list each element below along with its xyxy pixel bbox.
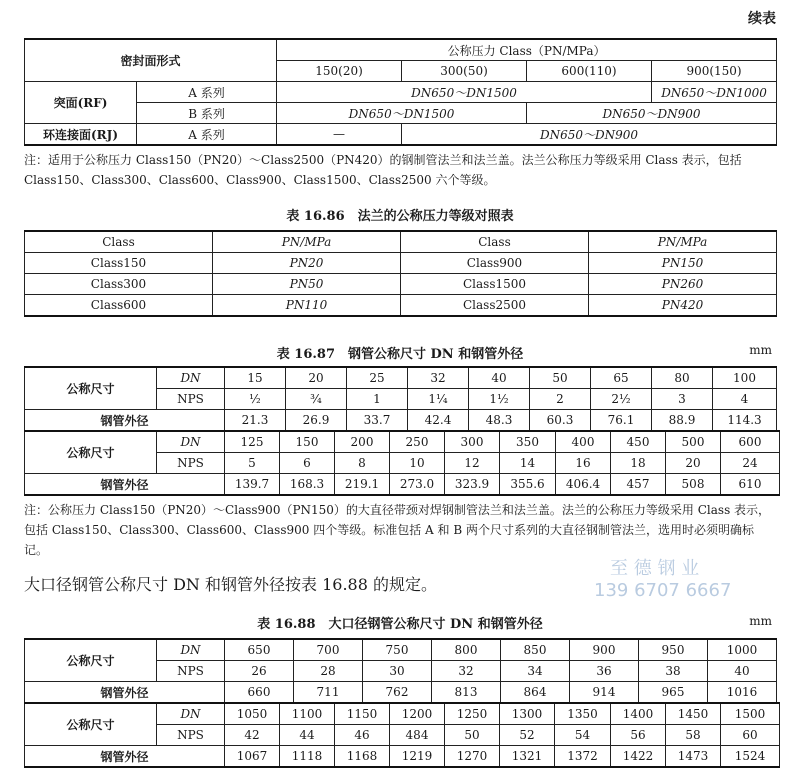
table-cell: Class900 [401,253,589,274]
table-cell: Class2500 [401,295,589,317]
od-cell: 60.3 [530,410,591,432]
nps-cell: 12 [445,453,500,474]
dn-cell: 150 [280,431,335,453]
size-label: 公称尺寸 [25,639,157,682]
range-cell: DN650～DN900 [402,124,777,146]
od-cell: 1270 [445,746,500,768]
od-cell: 813 [432,682,501,704]
od-cell: 33.7 [347,410,408,432]
table-87-block-1 [24,366,777,432]
od-cell: 1321 [500,746,555,768]
table-86-caption: 表 16.86 法兰的公称压力等级对照表 [286,209,514,224]
header-cell: PN/MPa [213,231,401,253]
od-cell: 864 [501,682,570,704]
table-87-caption: 表 16.87 钢管公称尺寸 DN 和钢管外径 [276,347,524,362]
od-cell: 323.9 [445,474,500,496]
nps-cell: 2 [530,389,591,410]
header-cell: PN/MPa [589,231,777,253]
dn-cell: 25 [347,367,408,389]
nps-cell: 28 [294,661,363,682]
table-87-unit: mm [749,343,772,357]
dn-label: DN [157,431,225,453]
nps-cell: 40 [708,661,777,682]
range-cell: — [277,124,402,146]
pressure-cell: 900(150) [652,61,777,82]
od-cell: 76.1 [591,410,652,432]
od-cell: 1016 [708,682,777,704]
watermark-phone: 139 6707 6667 [594,580,732,601]
nps-cell: 24 [721,453,780,474]
dn-label: DN [157,703,225,725]
nps-cell: 18 [611,453,666,474]
dn-cell: 1450 [666,703,721,725]
od-cell: 26.9 [286,410,347,432]
nps-cell: 8 [335,453,390,474]
dn-cell: 1150 [335,703,390,725]
nps-cell: 26 [225,661,294,682]
table-cell: PN110 [213,295,401,317]
od-cell: 1524 [721,746,780,768]
dn-cell: 1250 [445,703,500,725]
nps-cell: 484 [390,725,445,746]
table-cell: PN150 [589,253,777,274]
dn-cell: 900 [570,639,639,661]
od-cell: 273.0 [390,474,445,496]
dn-label: DN [157,639,225,661]
od-cell: 965 [639,682,708,704]
dn-cell: 300 [445,431,500,453]
dn-cell: 15 [225,367,286,389]
dn-cell: 500 [666,431,721,453]
nps-cell: 36 [570,661,639,682]
watermark-company: 至 德 钢 业 [610,558,700,579]
dn-cell: 80 [652,367,713,389]
table-88-caption: 表 16.88 大口径钢管公称尺寸 DN 和钢管外径 [257,617,543,632]
pressure-cell: 300(50) [402,61,527,82]
table-cell: PN260 [589,274,777,295]
nps-label: NPS [157,725,225,746]
nps-cell: ½ [225,389,286,410]
dn-cell: 1100 [280,703,335,725]
od-label: 钢管外径 [25,746,225,768]
nps-cell: 1½ [469,389,530,410]
nps-label: NPS [157,453,225,474]
od-cell: 762 [363,682,432,704]
series-label: A 系列 [137,124,277,146]
table-cell: Class1500 [401,274,589,295]
nps-cell: 34 [501,661,570,682]
dn-cell: 400 [556,431,611,453]
rf-label: 突面(RF) [25,82,137,124]
table-87-block-2 [24,430,780,496]
header-cell: Class [401,231,589,253]
table-88-block-1 [24,638,777,704]
pressure-cell: 150(20) [277,61,402,82]
od-label: 钢管外径 [25,682,225,704]
od-cell: 42.4 [408,410,469,432]
dn-cell: 32 [408,367,469,389]
od-cell: 610 [721,474,780,496]
nps-cell: 58 [666,725,721,746]
range-cell: DN650～DN900 [527,103,777,124]
dn-cell: 65 [591,367,652,389]
table-cell: PN20 [213,253,401,274]
dn-cell: 1400 [611,703,666,725]
table-86 [24,230,777,317]
pressure-cell: 600(110) [527,61,652,82]
od-cell: 48.3 [469,410,530,432]
size-label: 公称尺寸 [25,367,157,410]
dn-label: DN [157,367,225,389]
nps-cell: 1¼ [408,389,469,410]
od-cell: 660 [225,682,294,704]
dn-cell: 750 [363,639,432,661]
nps-cell: 4 [713,389,777,410]
note-1: 注：适用于公称压力 Class150（PN20）～Class2500（PN420）的钢制管法兰和法兰盖。法兰公称压力等级采用 Class 表示，包括 Class150、Class300、Class600、Class900、Class1500、Class2500 六个等级。 [24,153,742,187]
od-cell: 1219 [390,746,445,768]
dn-cell: 950 [639,639,708,661]
nps-cell: 44 [280,725,335,746]
nps-cell: ¾ [286,389,347,410]
nps-cell: 6 [280,453,335,474]
nps-cell: 32 [432,661,501,682]
body-sentence: 大口径钢管公称尺寸 DN 和钢管外径按表 16.88 的规定。 [24,575,437,594]
od-cell: 219.1 [335,474,390,496]
nps-cell: 46 [335,725,390,746]
table-cell: PN420 [589,295,777,317]
nps-cell: 42 [225,725,280,746]
nps-cell: 20 [666,453,721,474]
dn-cell: 40 [469,367,530,389]
nps-cell: 30 [363,661,432,682]
od-label: 钢管外径 [25,410,225,432]
range-cell: DN650～DN1500 [277,82,652,103]
nps-cell: 52 [500,725,555,746]
series-label: A 系列 [137,82,277,103]
dn-cell: 600 [721,431,780,453]
nps-cell: 14 [500,453,556,474]
od-cell: 355.6 [500,474,556,496]
nps-cell: 38 [639,661,708,682]
od-cell: 711 [294,682,363,704]
nps-cell: 2½ [591,389,652,410]
range-cell: DN650～DN1000 [652,82,777,103]
dn-cell: 50 [530,367,591,389]
nps-label: NPS [157,389,225,410]
series-label: B 系列 [137,103,277,124]
dn-cell: 1300 [500,703,555,725]
dn-cell: 450 [611,431,666,453]
size-label: 公称尺寸 [25,703,157,746]
nps-cell: 5 [225,453,280,474]
od-cell: 1422 [611,746,666,768]
dn-cell: 1500 [721,703,780,725]
table-cell: Class150 [25,253,213,274]
od-cell: 1473 [666,746,721,768]
nps-cell: 1 [347,389,408,410]
table-88-unit: mm [749,614,772,628]
od-cell: 139.7 [225,474,280,496]
od-cell: 1372 [555,746,611,768]
range-cell: DN650～DN1500 [277,103,527,124]
dn-cell: 1050 [225,703,280,725]
table-88-block-2 [24,702,780,768]
od-cell: 21.3 [225,410,286,432]
dn-cell: 850 [501,639,570,661]
od-cell: 1067 [225,746,280,768]
nps-cell: 16 [556,453,611,474]
pressure-header: 公称压力 Class（PN/MPa） [277,39,777,61]
continued-label: 续表 [748,11,776,27]
od-cell: 1168 [335,746,390,768]
nps-cell: 56 [611,725,666,746]
dn-cell: 100 [713,367,777,389]
dn-cell: 200 [335,431,390,453]
od-cell: 114.3 [713,410,777,432]
header-cell: Class [25,231,213,253]
dn-cell: 700 [294,639,363,661]
dn-cell: 1350 [555,703,611,725]
sealing-face-table [24,38,777,146]
od-cell: 168.3 [280,474,335,496]
od-cell: 88.9 [652,410,713,432]
col-header-sealing: 密封面形式 [25,39,277,82]
table-cell: PN50 [213,274,401,295]
od-cell: 508 [666,474,721,496]
rj-label: 环连接面(RJ) [25,124,137,146]
nps-cell: 3 [652,389,713,410]
dn-cell: 20 [286,367,347,389]
dn-cell: 800 [432,639,501,661]
nps-cell: 54 [555,725,611,746]
dn-cell: 250 [390,431,445,453]
dn-cell: 1000 [708,639,777,661]
od-cell: 457 [611,474,666,496]
nps-cell: 60 [721,725,780,746]
size-label: 公称尺寸 [25,431,157,474]
dn-cell: 1200 [390,703,445,725]
nps-label: NPS [157,661,225,682]
note-2: 注：公称压力 Class150（PN20）～Class900（PN150）的大直径带颈对焊钢制管法兰和法兰盖。法兰的公称压力等级采用 Class 表示，包括 Class150、Class300、Class600、Class900 四个等级。标准包括 A 和 B 两个尺寸系列的大直径钢制管法兰，选用时必须明确标记。 [24,503,771,557]
od-cell: 1118 [280,746,335,768]
table-cell: Class300 [25,274,213,295]
od-cell: 914 [570,682,639,704]
od-label: 钢管外径 [25,474,225,496]
od-cell: 406.4 [556,474,611,496]
dn-cell: 650 [225,639,294,661]
dn-cell: 350 [500,431,556,453]
nps-cell: 50 [445,725,500,746]
table-cell: Class600 [25,295,213,317]
nps-cell: 10 [390,453,445,474]
dn-cell: 125 [225,431,280,453]
